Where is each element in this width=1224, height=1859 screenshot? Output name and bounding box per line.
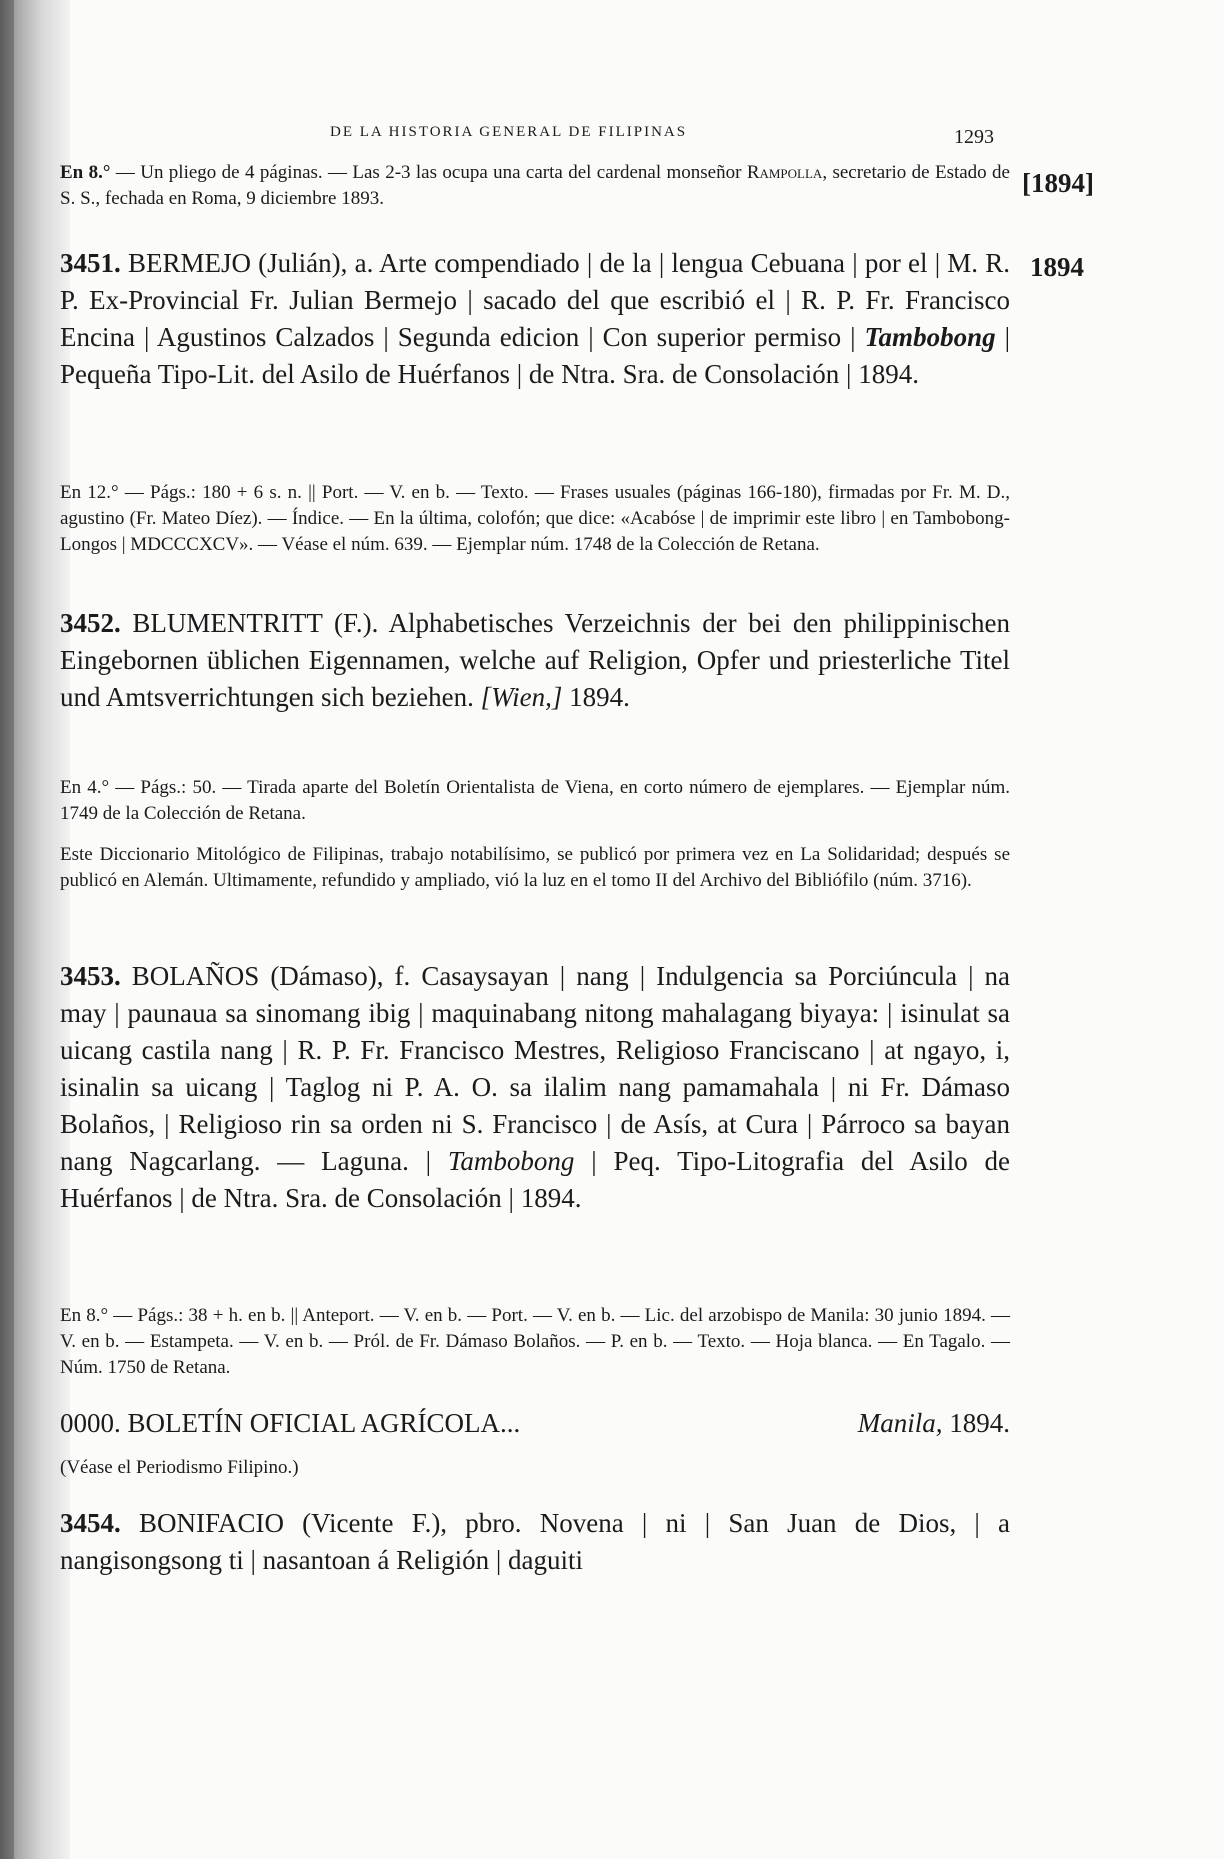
entry-3453-note: En 8.° — Págs.: 38 + h. en b. || Anteport. — V. en b. — Port. — V. en b. — Lic. del arzobispo de Manila: 30 junio 1894. — V. en b. — Estampeta. — V. en b. — Pról. de Fr. Dámaso Bolaños. — P. en b. — Texto. — Hoja blanca. — En Tagalo. — Núm. 1750 de Retana.: [60, 1305, 1010, 1378]
entry-0000: 0000. BOLETÍN OFICIAL AGRÍCOLA... Manila, 1894.: [60, 1408, 1010, 1438]
entry-3452-note: En 4.° — Págs.: 50. — Tirada aparte del Boletín Orientalista de Viena, en corto número de ejemplares. — Ejemplar núm. 1749 de la Colección de Retana.: [60, 777, 1010, 824]
entry-3451: 3451. BERMEJO (Julián), a. Arte compendiado | de la | lengua Cebuana | por el | M. R. P. Ex-Provincial Fr. Julian Bermejo | sacado del que escribió el | R. P. Fr. Francisco Encina | Agustinos Calzados | Segunda edicion | Con superior permiso | Tambobong | Pequeña Tipo-Lit. del Asilo de Huérfanos | de Ntra. Sra. de Consolación | 1894.: [60, 248, 1011, 389]
running-header: DE LA HISTORIA GENERAL DE FILIPINAS: [330, 124, 688, 140]
entry-3453: 3453. BOLAÑOS (Dámaso), f. Casaysayan | nang | Indulgencia sa Porciúncula | na may | paunaua sa sinomang ibig | maquinabang nitong mahalagang biyaya: | isinulat sa uicang castila nang | R. P. Fr. Francisco Mestres, Religioso Franciscano | at ngayo, i, isinalin sa uicang | Taglog ni P. A. O. sa ilalim nang pamamahala | ni Fr. Dámaso Bolaños, | Religioso rin sa orden ni S. Francisco | de Asís, at Cura | Párroco sa bayan nang Nagcarlang. — Laguna. | Tambobong | Peq. Tipo-Litografia del Asilo de Huérfanos | de Ntra. Sra. de Consolación | 1894.: [60, 961, 1011, 1213]
entry-3451-note: En 12.° — Págs.: 180 + 6 s. n. || Port. — V. en b. — Texto. — Frases usuales (páginas 166-180), firmadas por Fr. M. D., agustino (Fr. Mateo Díez). — Índice. — En la última, colofón; que dice: «Acabóse | de imprimir este libro | en Tambobong-Longos | MDCCCXCV». — Véase el núm. 639. — Ejemplar núm. 1748 de la Colección de Retana.: [60, 482, 1010, 555]
page-number: 1293: [954, 126, 994, 148]
entry-3452-comment: Este Diccionario Mitológico de Filipinas, trabajo notabilísimo, se publicó por primera vez en La Solidaridad; después se publicó en Alemán. Ultimamente, refundido y ampliado, vió la luz en el tomo II del Archivo del Bibliófilo (núm. 3716).: [60, 844, 1010, 891]
entry-3452: 3452. BLUMENTRITT (F.). Alphabetisches Verzeichnis der bei den philippinischen Eingebornen üblichen Eigennamen, welche auf Religion, Opfer und priesterliche Titel und Amtsverrichtungen sich beziehen. [Wien,] 1894.: [60, 608, 1011, 712]
margin-year: 1894: [1030, 252, 1084, 282]
entry-3454: 3454. BONIFACIO (Vicente F.), pbro. Novena | ni | San Juan de Dios, | a nangisongsong ti | nasantoan á Religión | daguiti: [60, 1508, 1011, 1575]
entry-3450-note: En 8.° — Un pliego de 4 páginas. — Las 2-3 las ocupa una carta del cardenal monseñor Rampolla, secretario de Estado de S. S., fechada en Roma, 9 diciembre 1893.: [60, 162, 1010, 209]
margin-year-bracketed: [1894]: [1022, 168, 1094, 198]
entry-0000-note: (Véase el Periodismo Filipino.): [60, 1457, 299, 1478]
book-gutter: [0, 0, 14, 1859]
